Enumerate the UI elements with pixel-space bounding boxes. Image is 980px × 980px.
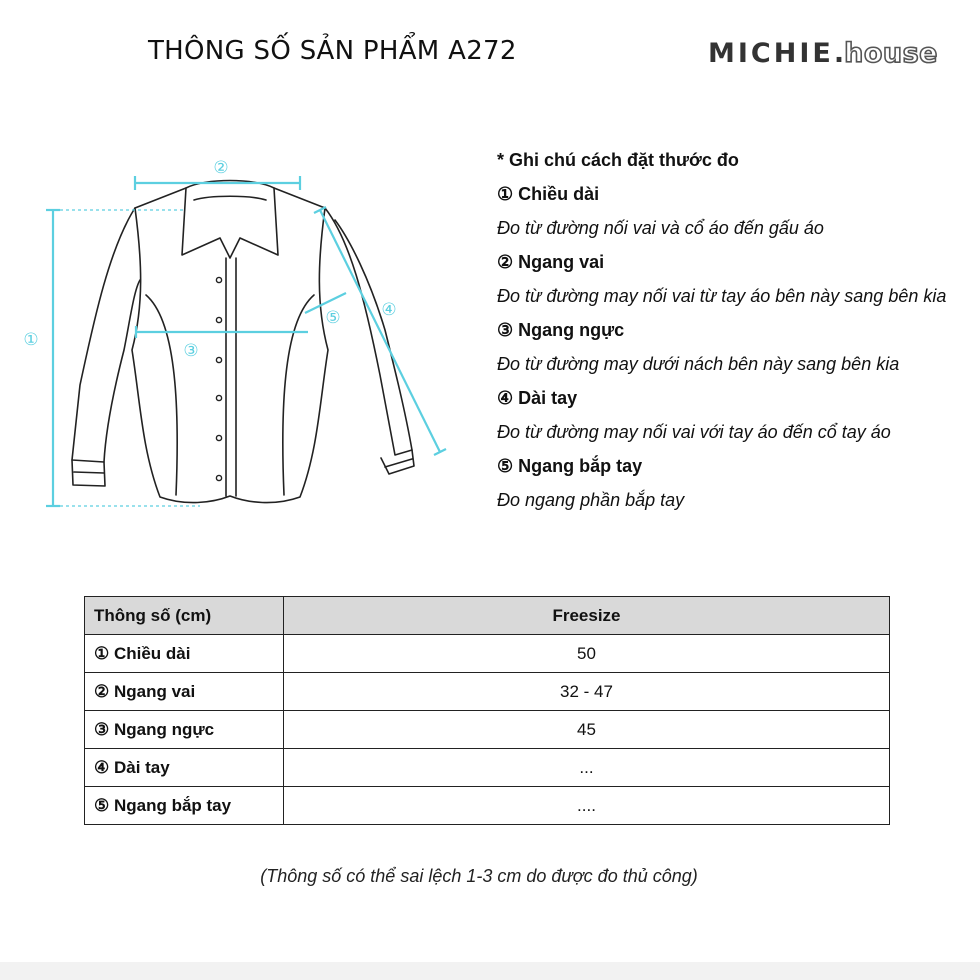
collar-band <box>194 196 266 200</box>
table-row <box>85 711 890 749</box>
row-label: ② Ngang vai <box>85 673 284 711</box>
left-sleeve-outline <box>72 208 140 462</box>
note-label-length: ① Chiều dài <box>497 184 600 204</box>
measurement-lines <box>46 176 446 506</box>
brand-dot: . <box>833 38 845 69</box>
note-desc-bicep: Đo ngang phần bắp tay <box>497 490 685 510</box>
table-row <box>85 673 890 711</box>
row-value: ... <box>284 749 890 787</box>
collar <box>182 181 278 259</box>
row-value: 32 - 47 <box>284 673 890 711</box>
note-label-bicep: ⑤ Ngang bắp tay <box>497 456 643 476</box>
brand-name: MICHIE <box>708 38 834 69</box>
bottom-band <box>0 962 980 980</box>
row-label: ④ Dài tay <box>85 749 284 787</box>
row-value: 50 <box>284 635 890 673</box>
header-freesize: Freesize <box>284 597 890 635</box>
marker-chest: ③ <box>183 341 199 360</box>
brand-suffix: house <box>844 38 938 69</box>
table-header-row <box>85 597 890 635</box>
note-label-chest: ③ Ngang ngực <box>497 320 625 340</box>
note-label-shoulder: ② Ngang vai <box>497 252 605 272</box>
marker-shoulder: ② <box>213 158 229 177</box>
shirt-measurement-diagram <box>0 130 470 520</box>
marker-length: ① <box>23 330 39 349</box>
marker-bicep: ⑤ <box>325 308 341 327</box>
note-desc-chest: Đo từ đường may dưới nách bên này sang bên kia <box>497 354 900 374</box>
footnote: (Thông số có thể sai lệch 1-3 cm do được đo thủ công) <box>260 866 698 886</box>
row-label: ⑤ Ngang bắp tay <box>85 787 284 825</box>
table-row <box>85 787 890 825</box>
header-parameter: Thông số (cm) <box>85 597 284 635</box>
shirt-body-outline <box>132 188 328 503</box>
row-label: ③ Ngang ngực <box>85 711 284 749</box>
note-desc-sleeve-length: Đo từ đường may nối vai với tay áo đến cổ tay áo <box>497 422 891 442</box>
left-cuff <box>72 460 105 486</box>
row-value: .... <box>284 787 890 825</box>
note-label-sleeve-length: ④ Dài tay <box>497 388 578 408</box>
note-desc-length: Đo từ đường nối vai và cổ áo đến gấu áo <box>497 218 824 238</box>
placket <box>226 258 236 496</box>
brand-logo <box>708 38 938 69</box>
row-value: 45 <box>284 711 890 749</box>
table-row <box>85 635 890 673</box>
buttons <box>216 277 221 480</box>
note-desc-shoulder: Đo từ đường may nối vai từ tay áo bên này sang bên kia <box>497 286 947 306</box>
size-spec-table <box>84 596 890 825</box>
table-row <box>85 749 890 787</box>
marker-sleeve-length: ④ <box>381 300 397 319</box>
row-label: ① Chiều dài <box>85 635 284 673</box>
measurement-notes <box>497 143 967 517</box>
page-title: THÔNG SỐ SẢN PHẨM A272 <box>148 36 517 66</box>
notes-heading: * Ghi chú cách đặt thước đo <box>497 150 739 170</box>
